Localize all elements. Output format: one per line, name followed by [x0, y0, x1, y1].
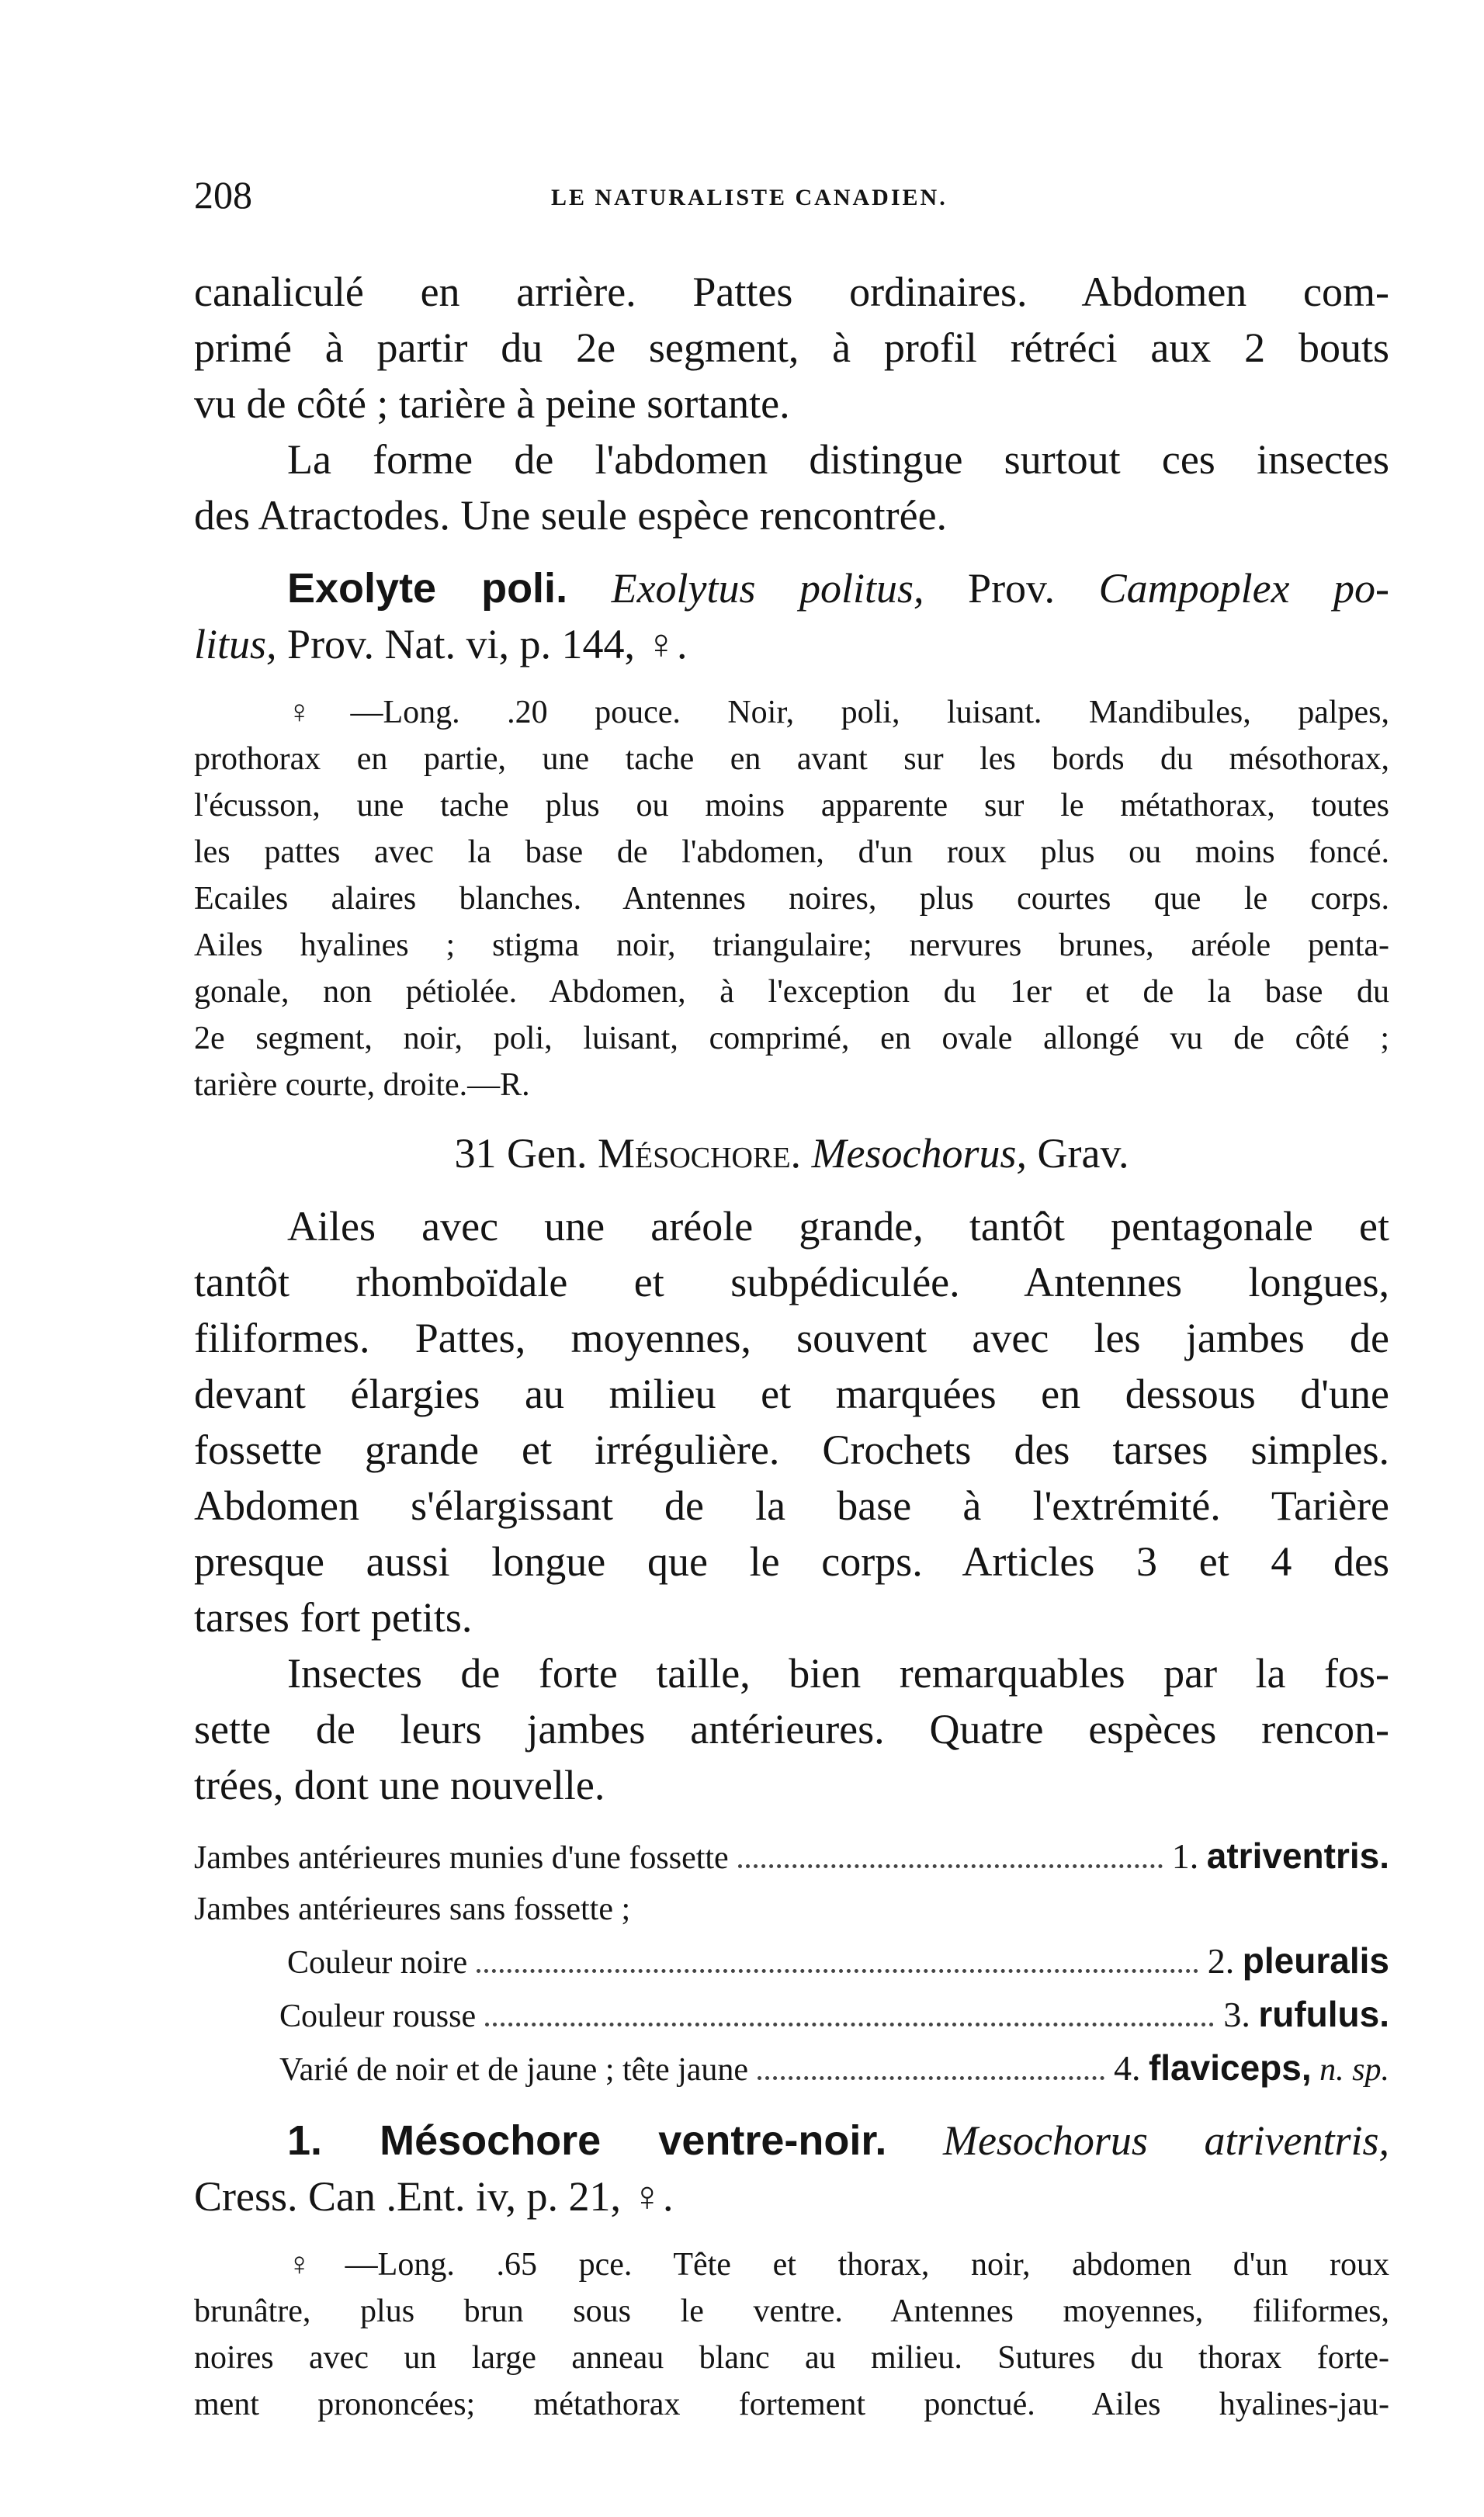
key-species: flaviceps,	[1148, 2047, 1312, 2088]
key-text: Varié de noir et de jaune ; tête jaune	[279, 2052, 749, 2088]
text-line: presque aussi longue que le corps. Articles 3 et 4 des	[194, 1538, 1389, 1585]
page-body	[194, 264, 1389, 2428]
text-line: filiformes. Pattes, moyennes, souvent avec les jambes de	[194, 1315, 1389, 1361]
text-line: trées, dont une nouvelle.	[194, 1762, 605, 1808]
text-line: sette de leurs jambes antérieures. Quatre espèces rencon-	[194, 1706, 1389, 1753]
key-text: Couleur rousse	[279, 1999, 477, 2034]
genus-name: Mésochore.	[597, 1130, 802, 1177]
key-text: Couleur noire	[287, 1945, 468, 1981]
text-line: Ecailes alaires blanches. Antennes noires, plus courtes que le corps.	[194, 881, 1389, 917]
paragraph-1	[194, 264, 1389, 432]
genus-heading	[194, 1125, 1389, 1181]
text-line: des Atractodes. Une seule espèce rencontrée.	[194, 492, 948, 539]
text-line: La forme de l'abdomen distingue surtout ces insectes	[287, 436, 1389, 483]
text-line: fossette grande et irrégulière. Crochets des tarses simples.	[194, 1427, 1389, 1473]
species-key	[194, 1830, 1389, 2096]
key-species: atriventris.	[1206, 1836, 1389, 1876]
genus-number: 31 Gen.	[454, 1130, 588, 1177]
key-row	[194, 1988, 1389, 2042]
species-latin: Mesochorus atriventris,	[942, 2117, 1390, 2164]
text-line: Insectes de forte taille, bien remarquables par la fos-	[287, 1650, 1389, 1697]
species-title: 1. Mésochore ventre-noir.	[287, 2117, 887, 2164]
key-number: 1.	[1171, 1836, 1199, 1876]
text-line: les pattes avec la base de l'abdomen, d'un roux plus ou moins foncé.	[194, 834, 1389, 870]
species-title: Exolyte poli.	[287, 565, 568, 612]
page-number: 208	[194, 173, 252, 217]
text-line	[194, 616, 1389, 672]
text-line: primé à partir du 2e segment, à profil rétréci aux 2 bouts	[194, 324, 1389, 371]
text-line: Ailes avec une aréole grande, tantôt pentagonale et	[287, 1203, 1389, 1250]
text-line: l'écusson, une tache plus ou moins apparente sur le métathorax, toutes	[194, 788, 1389, 823]
key-species: pleuralis	[1242, 1940, 1389, 1981]
text-line: vu de côté ; tarière à peine sortante.	[194, 380, 790, 427]
key-leader	[738, 1864, 1163, 1868]
text-line: tarière courte, droite.—R.	[194, 1067, 530, 1103]
text-line: brunâtre, plus brun sous le ventre. Antennes moyennes, filiformes,	[194, 2293, 1389, 2329]
key-number: 3.	[1223, 1995, 1250, 2034]
text-line: devant élargies au milieu et marquées en dessous d'une	[194, 1371, 1389, 1417]
genus-author: Grav.	[1037, 1130, 1129, 1177]
text-line: Abdomen s'élargissant de la base à l'extrémité. Tarière	[194, 1482, 1389, 1529]
text-line: Ailes hyalines ; stigma noir, triangulaire; nervures brunes, aréole penta-	[194, 927, 1389, 963]
key-row	[194, 1830, 1389, 1884]
key-species: rufulus.	[1258, 1994, 1389, 2034]
text-line	[194, 560, 1389, 616]
key-leader	[477, 1969, 1198, 1973]
genus-latin: Mesochorus,	[811, 1130, 1028, 1177]
key-number: 2.	[1207, 1941, 1235, 1981]
key-text: Jambes antérieures munies d'une fossette	[194, 1840, 729, 1876]
text-line: noires avec un large anneau blanc au milieu. Sutures du thorax forte-	[194, 2340, 1389, 2376]
text-line: prothorax en partie, une tache en avant sur les bords du mésothorax,	[194, 741, 1389, 777]
species-reference: Cress. Can .Ent. iv, p. 21, ♀.	[194, 2173, 674, 2220]
paragraph-genus-description	[194, 1198, 1389, 1645]
paragraph-genus-remarks	[194, 1645, 1389, 1813]
key-leader	[758, 2076, 1104, 2080]
text-line: canaliculé en arrière. Pattes ordinaires. Abdomen com-	[194, 269, 1389, 315]
text-line: gonale, non pétiolée. Abdomen, à l'exception du 1er et de la base du	[194, 974, 1389, 1010]
species-heading-mesochore	[194, 2113, 1389, 2224]
key-leader	[485, 2023, 1214, 2026]
page-header	[194, 172, 1391, 234]
key-row	[194, 1935, 1389, 1988]
text-line: ♀—Long. .20 pouce. Noir, poli, luisant. Mandibules, palpes,	[287, 695, 1389, 730]
species-heading-exolyte	[194, 560, 1389, 672]
species-author: Prov.	[968, 565, 1056, 612]
paragraph-2	[194, 432, 1389, 543]
key-text: Jambes antérieures sans fossette ;	[194, 1891, 631, 1927]
text-line: ment prononcées; métathorax fortement ponctué. Ailes hyalines-jau-	[194, 2387, 1389, 2422]
text-line: tarses fort petits.	[194, 1594, 473, 1641]
species-synonym-end: litus,	[194, 621, 277, 667]
description-exolyte	[194, 689, 1389, 1108]
running-title: LE NATURALISTE CANADIEN.	[551, 185, 948, 210]
key-note: n. sp.	[1319, 2052, 1389, 2088]
text-line: tantôt rhomboïdale et subpédiculée. Antennes longues,	[194, 1259, 1389, 1305]
key-row	[194, 1884, 1389, 1935]
key-number: 4.	[1113, 2048, 1141, 2088]
text-line: 2e segment, noir, poli, luisant, comprimé, en ovale allongé vu de côté ;	[194, 1021, 1389, 1056]
species-latin: Exolytus politus,	[611, 565, 924, 612]
text-line	[194, 2113, 1389, 2169]
species-synonym: Campoplex po-	[1098, 565, 1389, 612]
key-row	[194, 2042, 1389, 2096]
species-reference: Prov. Nat. vi, p. 144, ♀.	[287, 621, 688, 667]
text-line: ♀—Long. .65 pce. Tête et thorax, noir, abdomen d'un roux	[287, 2247, 1389, 2283]
description-mesochore	[194, 2241, 1389, 2428]
